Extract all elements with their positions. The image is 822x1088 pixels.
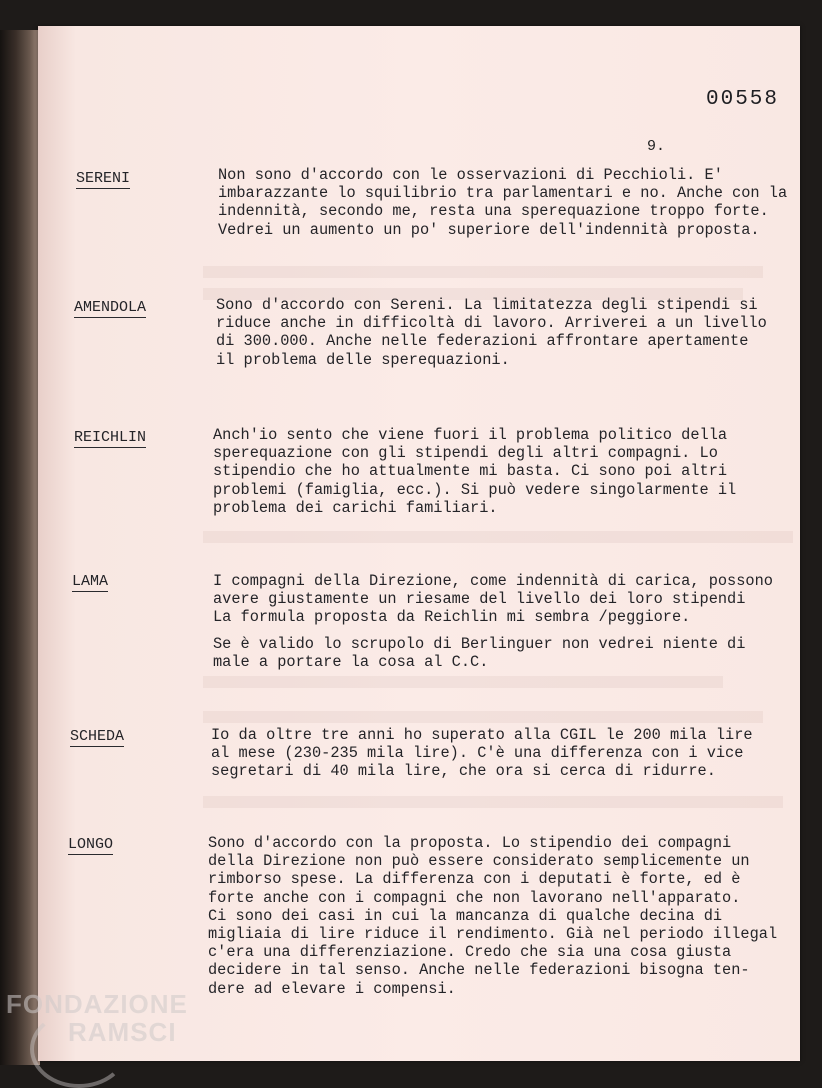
speech-line: sperequazione con gli stipendi degli altri compagni. Lo (213, 444, 718, 463)
document-number: 00558 (706, 88, 780, 111)
speech-line: Anch'io sento che viene fuori il problema politico della (213, 426, 728, 444)
speech-line: avere giustamente un riesame del livello dei loro stipendi (213, 590, 746, 609)
speech-text (216, 296, 767, 369)
speech-text (213, 572, 773, 671)
speech-line: Non sono d'accordo con le osservazioni di Pecchioli. E' (218, 166, 723, 184)
speaker-name: SCHEDA (70, 728, 125, 745)
speech-line: male a portare la cosa al C.C. (213, 652, 489, 671)
speaker-name: LONGO (68, 836, 114, 853)
speech-text (208, 834, 777, 998)
speech-text (213, 426, 736, 517)
page-number: 9. (647, 138, 666, 155)
speech-line: stipendio che ho attualmente mi basta. Ci sono poi altri (213, 462, 728, 481)
speech-line: segretari di 40 mila lire, che ora si cerca di ridurre. (211, 762, 716, 781)
document-page (38, 26, 800, 1061)
speech-line: Vedrei un aumento un po' superiore dell'indennità proposta. (218, 220, 760, 239)
speech-line: Se è valido lo scrupolo di Berlinguer non vedrei niente di (213, 634, 746, 653)
speech-line: Sono d'accordo con la proposta. Lo stipendio dei compagni (208, 834, 732, 852)
speech-line: dere ad elevare i compensi. (208, 979, 456, 998)
speech-line: I compagni della Direzione, come indennità di carica, possono (213, 572, 773, 590)
watermark (6, 990, 188, 1046)
speech-line: rimborso spese. La differenza con i deputati è forte, ed è (208, 870, 741, 889)
speech-line: migliaia di lire riduce il rendimento. Già nel periodo illegal (208, 925, 778, 944)
speaker-name: SERENI (76, 170, 131, 187)
speech-line: di 300.000. Anche nelle federazioni affrontare apertamente (216, 332, 749, 351)
watermark-line-1: FONDAZIONE (6, 989, 188, 1019)
speaker-name: REICHLIN (74, 429, 147, 446)
speech-line: Sono d'accordo con Sereni. La limitatezza degli stipendi si (216, 296, 758, 314)
speech-line: della Direzione non può essere considerato semplicemente un (208, 852, 750, 871)
speech-line: al mese (230-235 mila lire). C'è una differenza con i vice (211, 744, 744, 763)
speech-line: La formula proposta da Reichlin mi sembra /peggiore. (213, 608, 691, 627)
speech-line: problema dei carichi familiari. (213, 498, 498, 517)
watermark-line-2: RAMSCI (68, 1017, 177, 1047)
speech-line: problemi (famiglia, ecc.). Si può vedere singolarmente il (213, 480, 737, 499)
speech-line: Ci sono dei casi in cui la mancanza di qualche decina di (208, 906, 723, 925)
book-binding (0, 30, 40, 1065)
speech-line: imbarazzante lo squilibrio tra parlamentari e no. Anche con la (218, 184, 788, 203)
speech-line: Io da oltre tre anni ho superato alla CGIL le 200 mila lire (211, 726, 753, 744)
speech-line: forte anche con i compagni che non lavorano nell'apparato. (208, 888, 741, 907)
speech-line: riduce anche in difficoltà di lavoro. Arriverei a un livello (216, 314, 767, 333)
speaker-name: LAMA (72, 573, 109, 590)
speech-text (211, 726, 753, 781)
speech-line: decidere in tal senso. Anche nelle federazioni bisogna ten- (208, 961, 750, 980)
speaker-name: AMENDOLA (74, 299, 147, 316)
speech-line: il problema delle sperequazioni. (216, 350, 510, 369)
speech-text (218, 166, 787, 239)
speech-line: indennità, secondo me, resta una sperequazione troppo forte. (218, 202, 769, 221)
speech-line: c'era una differenziazione. Credo che sia una cosa giusta (208, 943, 732, 962)
